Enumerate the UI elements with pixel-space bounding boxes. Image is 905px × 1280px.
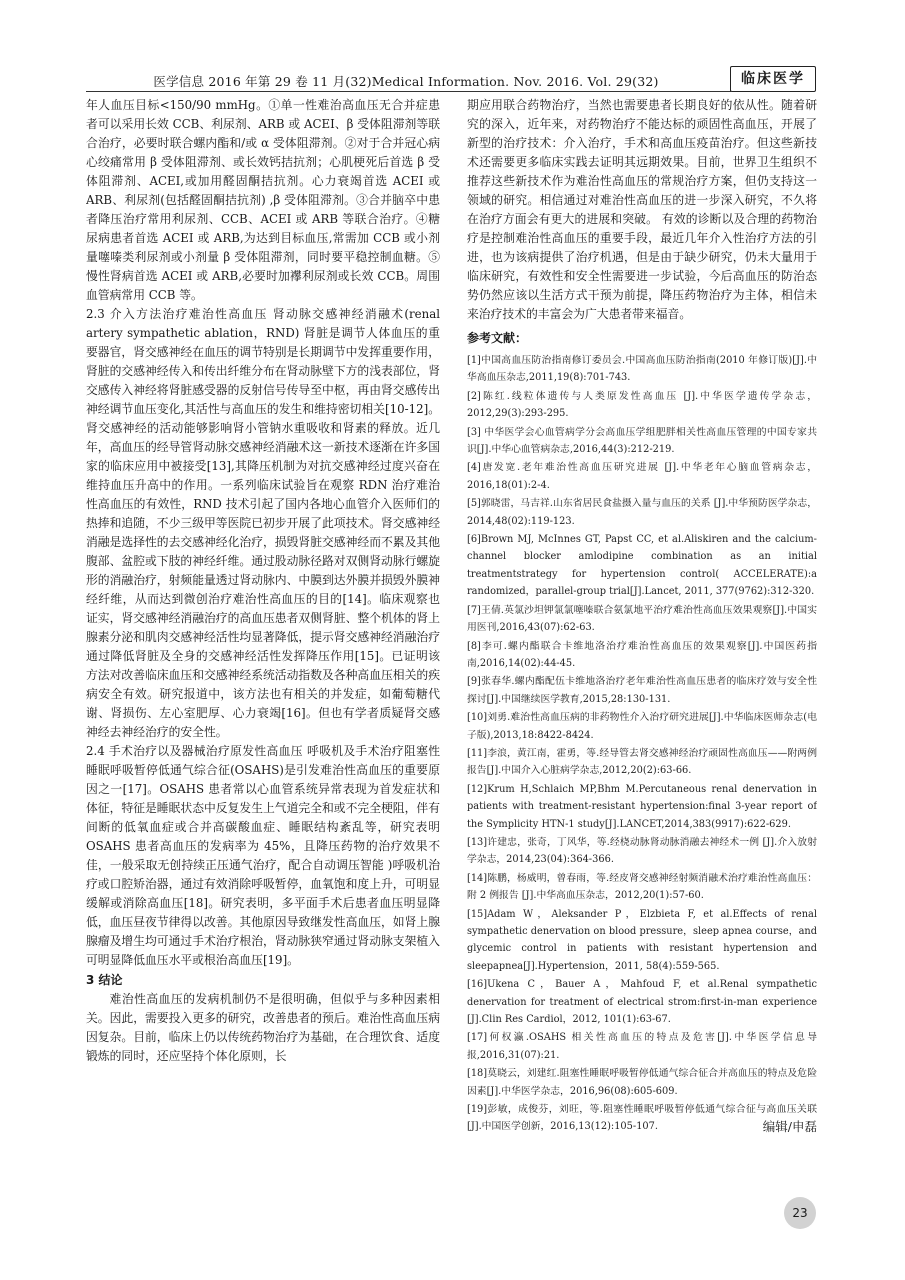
section-heading-conclusion: 3 结论 (86, 973, 123, 987)
reference-item: [17]何权瀛.OSAHS 相关性高血压的特点及危害[J].中华医学信息导报,2016,31(07):21. (467, 1032, 817, 1061)
reference-item: [16]Ukena C，Bauer A，Mahfoud F, et al.Renal sympathetic denervation for treatment of electrical strom:first-in-man experience [J].Clin Res Cardiol，2012, 101(1):63-67. (467, 979, 817, 1026)
journal-running-head: 医学信息 2016 年第 29 卷 11 月(32)Medical Information. Nov. 2016. Vol. 29(32) (153, 74, 659, 89)
reference-item: [8]李可.螺内酯联合卡维地洛治疗难治性高血压的效果观察[J].中国医药指南,2016,14(02):44-45. (467, 640, 817, 669)
reference-item: [2]陈红.线粒体遗传与人类原发性高血压 [J].中华医学遗传学杂志，2012,29(3):293-295. (467, 390, 817, 420)
reference-item: [18]莫晓云，刘建红.阻塞性睡眠呼吸暂停低通气综合征合并高血压的特点及危险因素[J].中华医学杂志，2016,96(08):605-609. (467, 1068, 817, 1097)
header-rule (86, 91, 731, 92)
reference-item-last (467, 1101, 817, 1136)
reference-item: [6]Brown MJ, McInnes GT, Papst CC, et al.Aliskiren and the calcium-channel blocker amlodipine combination as an initial treatmentstrategy for hypertension control( ACCELERATE):a randomized，parallel-group trial[J].Lancet, 2011, 377(9762):312-320. (467, 534, 817, 598)
paragraph-drug-therapy: 年人血压目标<150/90 mmHg。①单一性难治高血压无合并症患者可以采用长效 CCB、利尿剂、ARB 或 ACEI、β 受体阻滞剂等联合治疗，必要时联合螺内酯和/或 α 受体阻滞剂。②对于合并冠心病心绞痛常用 β 受体阻滞剂、或长效钙拮抗剂；心肌梗死后首选 β 受体阻滞剂、ACEI,或加用醛固酮拮抗剂。心力衰竭首选 ACEI 或 ARB、利尿剂(包括醛固酮拮抗剂) ,β 受体阻滞剂。③合并脑卒中患者降压治疗常用利尿剂、CCB、ACEI 或 ARB 等联合治疗。④糖尿病患者首选 ACEI 或 ARB,为达到目标血压,常需加 CCB 或小剂量噻嗪类利尿剂或小剂量 β 受体阻滞剂，同时要平稳控制血糖。⑤慢性肾病首选 ACEI 或 ARB,必要时加襻利尿剂或长效 CCB。周围血管病常用 CCB 等。 (86, 98, 440, 302)
section-badge: 临床医学 (730, 66, 816, 92)
reference-item: [12]Krum H,Schlaich MP,Bhm M.Percutaneous renal denervation in patients with treatment-resistant hypertension:final 3-year report of the Symplicity HTN-1 study[J].LANCET,2014,383(9917):622-629. (467, 783, 817, 830)
reference-item: [14]陈鹏，杨威明，曾春雨，等.经皮肾交感神经射频消融术治疗难治性高血压：附 2 例报告 [J].中华高血压杂志，2012,20(1):57-60. (467, 872, 817, 902)
paragraph-conclusion-cont: 期应用联合药物治疗，当然也需要患者长期良好的依从性。随着研究的深入，近年来，对药物治疗不能达标的顽固性高血压，开展了新型的治疗技术：介入治疗，手术和高血压疫苗治疗。但这些新技术还需要更多临床实践去证明其远期效果。目前，世界卫生组织不推荐这些新技术作为难治性高血压的常规治疗方案，但仍支持这一领域的研究。相信通过对难治性高血压的进一步深入研究，不久将在治疗方面会有更大的进展和突破。 有效的诊断以及合理的药物治疗是控制难治性高血压的重要手段，最近几年介入性治疗方法的引进，也为该病提供了治疗机遇，但是由于缺少研究，仍未大量用于临床研究，有效性和安全性需要进一步试验，今后高血压的防治态势仍然应该以生活方式干预为前提，降压药物治疗为主体，相信未来治疗技术的丰富会为广大患者带来福音。 (467, 98, 817, 321)
reference-item: [9]张春华.螺内酯配伍卡维地洛治疗老年难治性高血压患者的临床疗效与安全性探讨[J].中国继续医学教育,2015,28:130-131. (467, 676, 817, 705)
reference-item: [15]Adam W，Aleksander P，Elzbieta F, et al.Effects of renal sympathetic denervation on blood pressure，sleep apnea course，and glycemic control in patients with resistant hypertension and sleepapnea[J].Hypertension，2011, 58(4):559-565. (467, 908, 817, 972)
paragraph-conclusion: 难治性高血压的发病机制仍不是很明确，但似乎与多种因素相关。因此，需要投入更多的研究，改善患者的预后。难治性高血压病因复杂。目前，临床上仍以传统药物治疗为基础，在合理饮食、适度锻炼的同时，还应坚持个体化原则，长 (86, 992, 440, 1063)
page-number: 23 (784, 1197, 816, 1229)
right-column (467, 96, 817, 1216)
reference-item: [11]李浪，黄江南，霍勇，等.经导管去肾交感神经治疗顽固性高血压——附两例报告[J].中国介入心脏病学杂志,2012,20(2):63-66. (467, 747, 817, 777)
page-header (86, 66, 816, 92)
reference-list (467, 352, 817, 1136)
paragraph-surgical-therapy: 2.4 手术治疗以及器械治疗原发性高血压 呼吸机及手术治疗阻塞性睡眠呼吸暂停低通气综合征(OSAHS)是引发难治性高血压的重要原因之一[17]。OSAHS 患者常以心血管系统异常表现为首发症状和体征，特征是睡眠状态中反复发生上气道完全和或不完全梗阻，伴有间断的低氧血症或合并高碳酸血症、睡眠结构紊乱等，研究表明 OSAHS 患者高血压的发病率为 45%，且降压药物的治疗效果不佳，一般采取无创持续正压通气治疗，配合自动调压智能 )呼吸机治疗或口腔矫治器，通过有效消除呼吸暂停，血氧饱和度上升，可明显缓解或消除高血压[18]。研究表明，多平面手术后患者血压明显降低，血压昼夜节律得以改善。其他原因导致继发性高血压，如肾上腺腺瘤及增生均可通过手术治疗根治，肾动脉狭窄通过肾动脉支架植入可明显降低血压水平或根治高血压[19]。 (86, 744, 440, 967)
reference-item: [13]许建忠，张奇，丁风华，等.经桡动脉肾动脉消融去神经术一例 [J].介入放射学杂志，2014,23(04):364-366. (467, 836, 817, 866)
paragraph-renal-denervation: 2.3 介入方法治疗难治性高血压 肾动脉交感神经消融术(renal artery sympathetic ablation，RND) 肾脏是调节人体血压的重要器官，肾交感神经在血压的调节特别是长期调节中发挥重要作用，肾脏的交感神经传入和传出纤维分布在肾动脉壁下方的浅表部位，肾交感传入神经将肾脏感受器的反射信号传导至中枢，再由肾交感传出神经调节血压变化,其活性与高血压的发生和维持密切相关[10-12]。肾交感神经的活动能够影响肾小管钠水重吸收和肾素的释放。近几年，高血压的经导管肾动脉交感神经消融术这一新技术逐渐在许多国家的临床应用中被接受[13],其降压机制为对抗交感神经过度兴奋在维持血压升高中的作用。一系列临床试验旨在观察 RDN 治疗难治性高血压的有效性，RND 技术引起了国内各地心血管介入医师们的热捧和追随，不少三级甲等医院已初步开展了此项技术。肾交感神经消融是选择性的去交感神经化治疗，损毁肾脏交感神经而不累及其他腹部、盆腔或下肢的神经纤维。通过股动脉径路对双侧肾动脉行螺旋形的消融治疗，射频能量透过肾动脉内、中膜到达外膜并损毁外膜神经纤维，从而达到微创治疗难治性高血压的目的[14]。临床观察也证实，肾交感神经消融治疗的高血压患者双侧肾脏、整个机体的肾上腺素分泌和肌肉交感神经活性均显著降低，提示肾交感神经消融治疗通过降低肾脏及全身的交感神经活性发挥降压作用[15]。已证明该方法对改善临床血压和交感神经系统活动指数及各种高血压相关的疾病安全有效。研究报道中，该方法也有相关的并发症，如葡萄糖代谢、肾损伤、左心室肥厚、心力衰竭[16]。但也有学者质疑肾交感神经去神经治疗的安全性。 (86, 307, 440, 739)
reference-item: [3] 中华医学会心血管病学分会高血压学组肥胖相关性高血压管理的中国专家共识[J].中华心血管病杂志,2016,44(3):212-219. (467, 426, 817, 456)
left-column (86, 96, 440, 1206)
reference-text: [19]彭敏，成俊芬，刘旺，等.阻塞性睡眠呼吸暂停低通气综合征与高血压关联[J].中国医学创新，2016,13(12):105-107. (467, 1104, 817, 1133)
editor-credit: 编辑/申磊 (762, 1119, 817, 1135)
references-heading: 参考文献： (467, 331, 528, 345)
reference-item: [10]刘勇.难治性高血压病的非药物性介入治疗研究进展[J].中华临床医师杂志(电子版),2013,18:8422-8424. (467, 712, 817, 741)
reference-item: [5]郭晓雷，马吉祥.山东省居民食盐摄入量与血压的关系 [J].中华预防医学杂志，2014,48(02):119-123. (467, 498, 817, 527)
reference-item: [4]唐发宽.老年难治性高血压研究进展 [J].中华老年心脑血管病杂志，2016,18(01):2-4. (467, 462, 817, 491)
reference-item: [7]王倩.英氯沙坦钾氯氯噻嗪联合氨氯地平治疗难治性高血压效果观察[J].中国实用医刊,2016,43(07):62-63. (467, 604, 817, 634)
reference-item: [1]中国高血压防治指南修订委员会.中国高血压防治指南(2010 年修订版)[J].中华高血压杂志,2011,19(8):701-743. (467, 355, 817, 384)
